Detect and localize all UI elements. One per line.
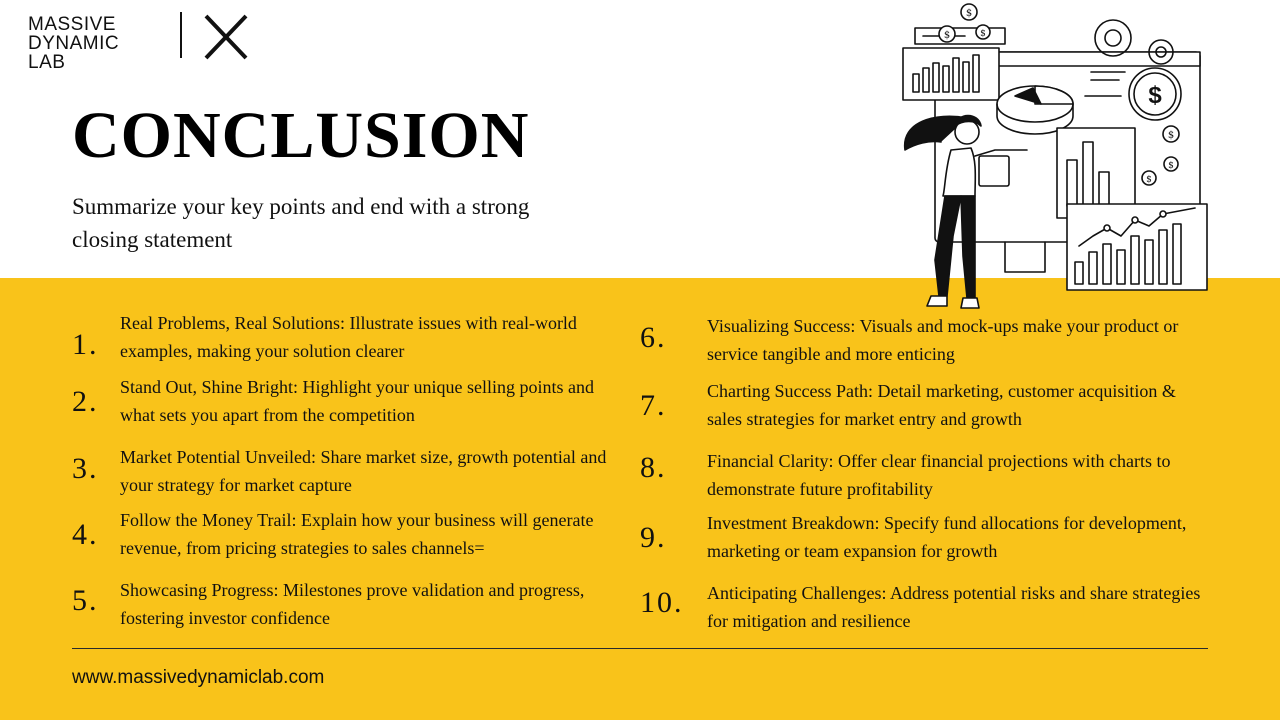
item-number: 10. bbox=[640, 585, 684, 619]
website-link[interactable]: www.massivedynamiclab.com bbox=[72, 667, 325, 688]
list-item bbox=[640, 378, 667, 433]
item-text: Anticipating Challenges: Address potential risks and share strategies for mitigation and resilience bbox=[707, 583, 1201, 631]
svg-text:$: $ bbox=[1167, 130, 1175, 141]
item-text: Follow the Money Trail: Explain how your business will generate revenue, from pricing strategies to sales channels= bbox=[120, 510, 594, 558]
svg-text:$: $ bbox=[965, 8, 973, 19]
brand-line-1: MASSIVE bbox=[28, 14, 116, 35]
list-item bbox=[72, 317, 99, 372]
svg-text:$: $ bbox=[980, 29, 986, 39]
item-number: 4. bbox=[72, 517, 99, 551]
list-item bbox=[640, 440, 667, 495]
list-item bbox=[640, 575, 684, 630]
item-number: 5. bbox=[72, 583, 99, 617]
item-number: 3. bbox=[72, 451, 99, 485]
svg-text:$: $ bbox=[943, 30, 951, 41]
brand-x-mark-icon bbox=[202, 14, 250, 60]
list-item bbox=[72, 507, 99, 562]
list-item bbox=[72, 374, 99, 429]
item-text: Real Problems, Real Solutions: Illustrate issues with real-world examples, making your solution clearer bbox=[120, 313, 577, 361]
item-number: 8. bbox=[640, 450, 667, 484]
brand-logo bbox=[28, 15, 119, 72]
list-item bbox=[72, 573, 99, 628]
svg-text:$: $ bbox=[1148, 82, 1162, 109]
page-title: CONCLUSION bbox=[72, 99, 530, 172]
footer-divider-left bbox=[72, 648, 132, 649]
item-text: Market Potential Unveiled: Share market size, growth potential and your strategy for market capture bbox=[120, 447, 607, 495]
item-text: Charting Success Path: Detail marketing, customer acquisition & sales strategies for market entry and growth bbox=[707, 381, 1176, 429]
item-number: 6. bbox=[640, 320, 667, 354]
list-item bbox=[640, 310, 667, 365]
list-item bbox=[72, 441, 99, 496]
svg-text:$: $ bbox=[1146, 175, 1152, 185]
item-text: Visualizing Success: Visuals and mock-ups make your product or service tangible and more enticing bbox=[707, 316, 1179, 364]
footer-divider bbox=[132, 648, 1208, 649]
item-text: Showcasing Progress: Milestones prove validation and progress, fostering investor confidence bbox=[120, 580, 585, 628]
item-text: Financial Clarity: Offer clear financial projections with charts to demonstrate future profitability bbox=[707, 451, 1171, 499]
item-number: 2. bbox=[72, 384, 99, 418]
svg-text:$: $ bbox=[1168, 161, 1174, 171]
page-subtitle: Summarize your key points and end with a strong closing statement bbox=[72, 194, 530, 252]
item-number: 1. bbox=[72, 327, 99, 361]
item-text: Stand Out, Shine Bright: Highlight your unique selling points and what sets you apart from the competition bbox=[120, 377, 594, 425]
brand-line-3: LAB bbox=[28, 52, 66, 73]
item-number: 7. bbox=[640, 388, 667, 422]
item-number: 9. bbox=[640, 520, 667, 554]
list-item bbox=[640, 510, 667, 565]
brand-divider bbox=[180, 12, 182, 58]
item-text: Investment Breakdown: Specify fund allocations for development, marketing or team expansion for growth bbox=[707, 513, 1187, 561]
finance-illustration-icon bbox=[895, 0, 1215, 312]
brand-line-2: DYNAMIC bbox=[28, 33, 120, 54]
